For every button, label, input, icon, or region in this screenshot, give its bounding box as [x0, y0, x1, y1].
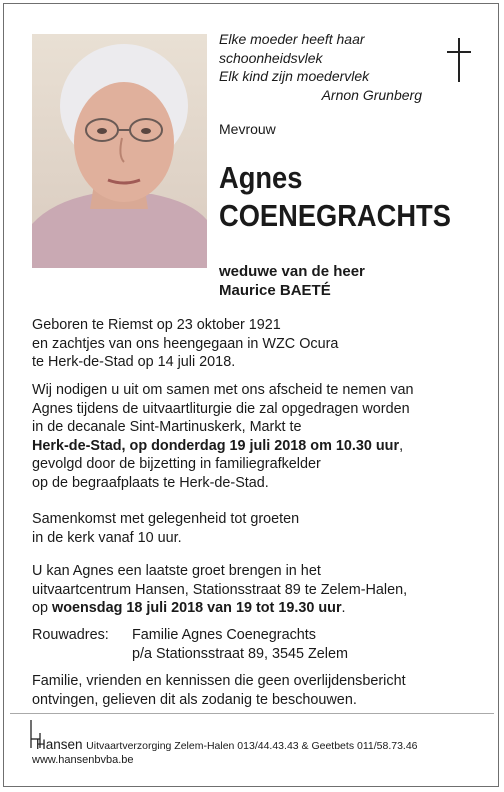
visitation-block: [32, 562, 482, 618]
cross-icon: [444, 36, 474, 84]
text-line: uitvaartcentrum Hansen, Stationsstraat 89 te Zelem-Halen,: [32, 581, 408, 598]
text-line: Wij nodigen u uit om samen met ons afscheid te nemen van: [32, 382, 414, 398]
address-label: Rouwadres:: [32, 627, 109, 643]
quote-line: Elk kind zijn moedervlek: [219, 68, 370, 84]
funeral-home-line: [36, 737, 418, 752]
brand-name: Hansen: [36, 737, 83, 752]
text-line: Geboren te Riemst op 23 oktober 1921: [32, 317, 281, 333]
text-line: ontvingen, gelieven dit als zodanig te beschouwen.: [32, 691, 357, 708]
mourning-address: [32, 626, 348, 663]
text-line: Samenkomst met gelegenheid tot groeten: [32, 511, 300, 527]
quote-author: Arnon Grunberg: [321, 86, 422, 103]
address-line: Familie Agnes Coenegrachts: [132, 627, 316, 643]
address-line: p/a Stationsstraat 89, 3545 Zelem: [132, 645, 348, 662]
visitation-date: woensdag 18 juli 2018 van 19 tot 19.30 uur: [52, 600, 342, 616]
footer-divider: [10, 713, 494, 714]
first-name: Agnes: [219, 160, 303, 195]
text-line: Agnes tijdens de uitvaartliturgie die zal opgedragen worden: [32, 400, 410, 417]
widow-line: weduwe van de heer: [219, 263, 365, 280]
birth-death-block: [32, 316, 482, 372]
honorific: Mevrouw: [219, 121, 276, 137]
quote-line: schoonheidsvlek: [219, 49, 323, 66]
contact-details: Uitvaartverzorging Zelem-Halen 013/44.43.43 & Geetbets 011/58.73.46: [86, 740, 418, 752]
gathering-block: [32, 510, 482, 547]
visitation-date-line: [32, 599, 482, 618]
text-line: gevolgd door de bijzetting in familiegrafkelder: [32, 456, 321, 472]
quote: [219, 30, 434, 104]
text-fragment: op: [32, 600, 53, 616]
text-line: te Herk-de-Stad op 14 juli 2018.: [32, 354, 236, 370]
notice-block: [32, 672, 482, 709]
text-line: U kan Agnes een laatste groet brengen in het: [32, 563, 321, 579]
text-line: op de begraafplaats te Herk-de-Stad.: [32, 474, 269, 491]
quote-line: Elke moeder heeft haar: [219, 31, 365, 47]
text-line: Familie, vrienden en kennissen die geen overlijdensbericht: [32, 673, 406, 689]
punctuation: .: [341, 600, 346, 616]
funeral-date-line: [32, 437, 482, 456]
text-line: in de kerk vanaf 10 uur.: [32, 529, 182, 546]
text-line: en zachtjes van ons heengegaan in WZC Ocura: [32, 335, 339, 352]
funeral-date: Herk-de-Stad, op donderdag 19 juli 2018 om 10.30 uur: [32, 437, 400, 454]
punctuation: ,: [399, 437, 404, 454]
spouse-name: Maurice BAETÉ: [219, 282, 331, 299]
text-line: in de decanale Sint-Martinuskerk, Markt te: [32, 419, 302, 435]
funeral-block: [32, 381, 482, 492]
last-name: COENEGRACHTS: [219, 198, 451, 233]
website-link[interactable]: www.hansenbvba.be: [32, 754, 134, 766]
portrait-photo: [32, 34, 207, 268]
widow-of: [219, 262, 365, 300]
